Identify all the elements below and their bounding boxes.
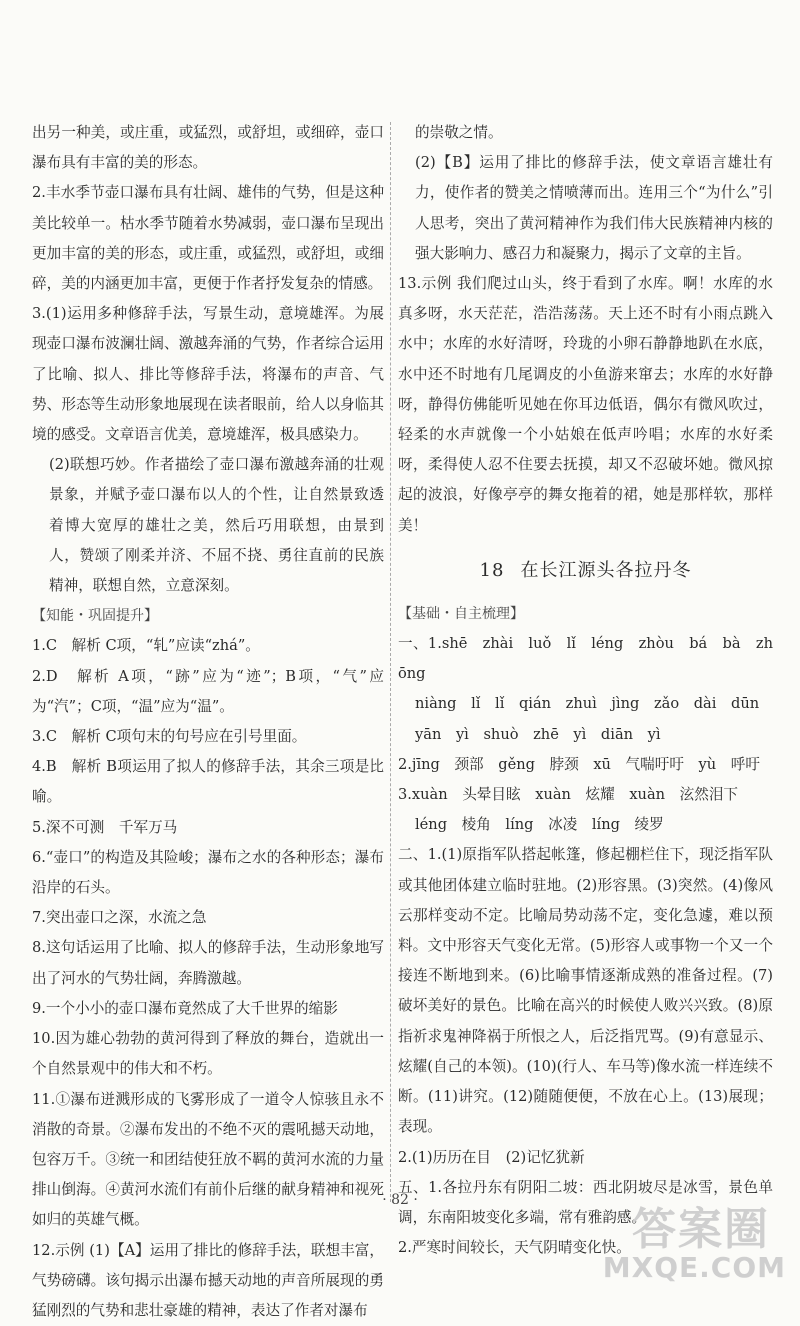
answer-paragraph: 5.深不可测 千军万马	[32, 818, 178, 836]
answer-paragraph: 的崇敬之情。	[415, 124, 503, 141]
answer-paragraph: 7.突出壶口之深，水流之急	[32, 909, 207, 927]
chapter-name: 在长江源头各拉丹冬	[520, 559, 692, 581]
section-heading: 【知能・巩固提升】	[32, 608, 158, 625]
chapter-number: 18	[479, 559, 505, 581]
answer-paragraph: 出另一种美，或庄重，或猛烈，或舒坦，或细碎，壶口瀑布具有丰富的美的形态。	[32, 124, 384, 172]
answer-paragraph: 3.xuàn 头晕目眩 xuàn 炫耀 xuàn 泫然泪下	[398, 786, 739, 804]
answer-paragraph: 五、1.各拉丹东有阴阳二坡：西北阴坡尽是冰雪，景色单调，东南阳坡变化多端，常有雅韵感。	[398, 1178, 773, 1226]
answer-paragraph: 3.C 解析 C项句末的句号应在引号里面。	[32, 728, 307, 746]
chapter-title	[398, 547, 773, 595]
answer-paragraph: 二、1.(1)原指军队搭起帐篷，修起棚栏住下，现泛指军队或其他团体建立临时驻地。(2)形容黑。(3)突然。(4)像风云那样变动不定。比喻局势动荡不定，变化急遽，难以预料。文中形容天气变化无常。(5)形容人或事物一个又一个接连不断地到来。(6)比喻事情逐渐成熟的准备过程。(7)破坏美好的景色。比喻在高兴的时候使人败兴兴致。(8)原指祈求鬼神降祸于所恨之人，后泛指咒骂。(9)有意显示、炫耀(自己的本领)。(10)(行人、车马等)像水流一样连续不断。(11)讲究。(12)随随便便，不放在心上。(13)展现；表现。	[398, 846, 773, 1136]
answer-paragraph: 2.D 解析 A项，“跡”应为“迹”；B项，“气”应为“汽”；C项，“温”应为“温”。	[32, 667, 384, 715]
answer-paragraph: 2.(1)历历在目 (2)记忆犹新	[398, 1148, 585, 1166]
answer-paragraph: 13.示例 我们爬过山头，终于看到了水库。啊！水库的水真多呀，水天茫茫，浩浩荡荡。天上还不时有小雨点跳入水中；水库的水好清呀，玲珑的小卵石静静地趴在水底，水中还不时地有几尾调皮的小鱼游来窜去；水库的水好静呀，静得仿佛能听见她在你耳边低语，偶尔有微风吹过，轻柔的水声就像一个小姑娘在低声吟唱；水库的水好柔呀，柔得使人忍不住要去抚摸，却又不忍破坏她。微风掠起的波浪，好像亭亭的舞女拖着的裙，她是那样软，那样美！	[398, 275, 773, 534]
answer-paragraph: 11.①瀑布迸溅形成的飞雾形成了一道令人惊骇且永不消散的奇景。②瀑布发出的不绝不灭的震吼撼天动地，包容万千。③统一和团结使狂放不羁的黄河水流的力量排山倒海。④黄河水流们有前仆后继的献身精神和视死如归的英雄气概。	[32, 1090, 384, 1229]
answer-paragraph: 1.C 解析 C项，“轧”应读“zhá”。	[32, 637, 260, 655]
section-heading: 【基础・自主梳理】	[398, 605, 524, 622]
answer-paragraph: (2)联想巧妙。作者描绘了壶口瀑布激越奔涌的壮观景象，并赋予壶口瀑布以人的个性，让自然景致透着博大宽厚的雄壮之美，然后巧用联想，由景到人，赞颂了刚柔并济、不屈不挠、勇往直前的民族精神，联想自然，立意深刻。	[49, 456, 384, 595]
answer-paragraph: 10.因为雄心勃勃的黄河得到了释放的舞台，造就出一个自然景观中的伟大和不朽。	[32, 1030, 384, 1078]
column-divider	[390, 122, 391, 1202]
answer-paragraph: 3.(1)运用多种修辞手法，写景生动，意境雄浑。为展现壶口瀑布波澜壮阔、激越奔涌的气势，作者综合运用了比喻、拟人、排比等修辞手法，将瀑布的声音、气势、形态等生动形象地展现在读者眼前，给人以身临其境的感受。文章语言优美，意境雄浑，极具感染力。	[32, 305, 384, 444]
answer-paragraph: 2.严寒时间较长，天气阴晴变化快。	[398, 1239, 631, 1257]
answer-paragraph: 2.丰水季节壶口瀑布具有壮阔、雄伟的气势，但是这种美比较单一。枯水季节随着水势减弱，壶口瀑布呈现出更加丰富的美的形态，或庄重，或猛烈，或舒坦，或细碎，美的内涵更加丰富，更便于作者抒发复杂的情感。	[32, 184, 384, 293]
answer-paragraph: 2.jīng 颈部 gěng 脖颈 xū 气喘吁吁 yù 呼吁	[398, 755, 760, 773]
page-number: · 82 ·	[382, 1192, 418, 1208]
right-column	[398, 118, 773, 1263]
watermark-text: 答案圈	[632, 1204, 770, 1255]
left-column	[32, 118, 384, 1326]
answer-paragraph: léng 棱角 líng 冰凌 líng 绫罗	[415, 816, 664, 834]
answer-paragraph: 4.B 解析 B项运用了拟人的修辞手法，其余三项是比喻。	[32, 758, 384, 806]
watermark-url: MXQE.COM	[602, 1251, 786, 1284]
answer-paragraph: (2)【B】运用了排比的修辞手法，使文章语言雄壮有力，使作者的赞美之情喷薄而出。连用三个“为什么”引人思考，突出了黄河精神作为我们伟大民族精神内核的强大影响力、感召力和凝聚力，揭示了文章的主旨。	[415, 154, 773, 262]
answer-paragraph: niàng lǐ lǐ qián zhuì jìng zǎo dài dūn	[415, 695, 760, 713]
answer-paragraph: 12.示例 (1)【A】运用了排比的修辞手法，联想丰富，气势磅礴。该句揭示出瀑布撼天动地的声音所展现的勇猛刚烈的气势和悲壮豪雄的精神，表达了作者对瀑布	[32, 1241, 384, 1319]
watermark-logo	[590, 1193, 790, 1293]
answer-paragraph: 一、1.shē zhài luǒ lǐ léng zhòu bá bà zhōng	[398, 635, 773, 683]
answer-paragraph: yān yì shuò zhē yì diān yì	[415, 725, 661, 743]
answer-paragraph: 6.“壶口”的构造及其险峻；瀑布之水的各种形态；瀑布沿岸的石头。	[32, 848, 384, 897]
answer-paragraph: 8.这句话运用了比喻、拟人的修辞手法，生动形象地写出了河水的气势壮阔，奔腾激越。	[32, 939, 384, 987]
answer-paragraph: 9.一个小小的壶口瀑布竟然成了大千世界的缩影	[32, 999, 338, 1017]
